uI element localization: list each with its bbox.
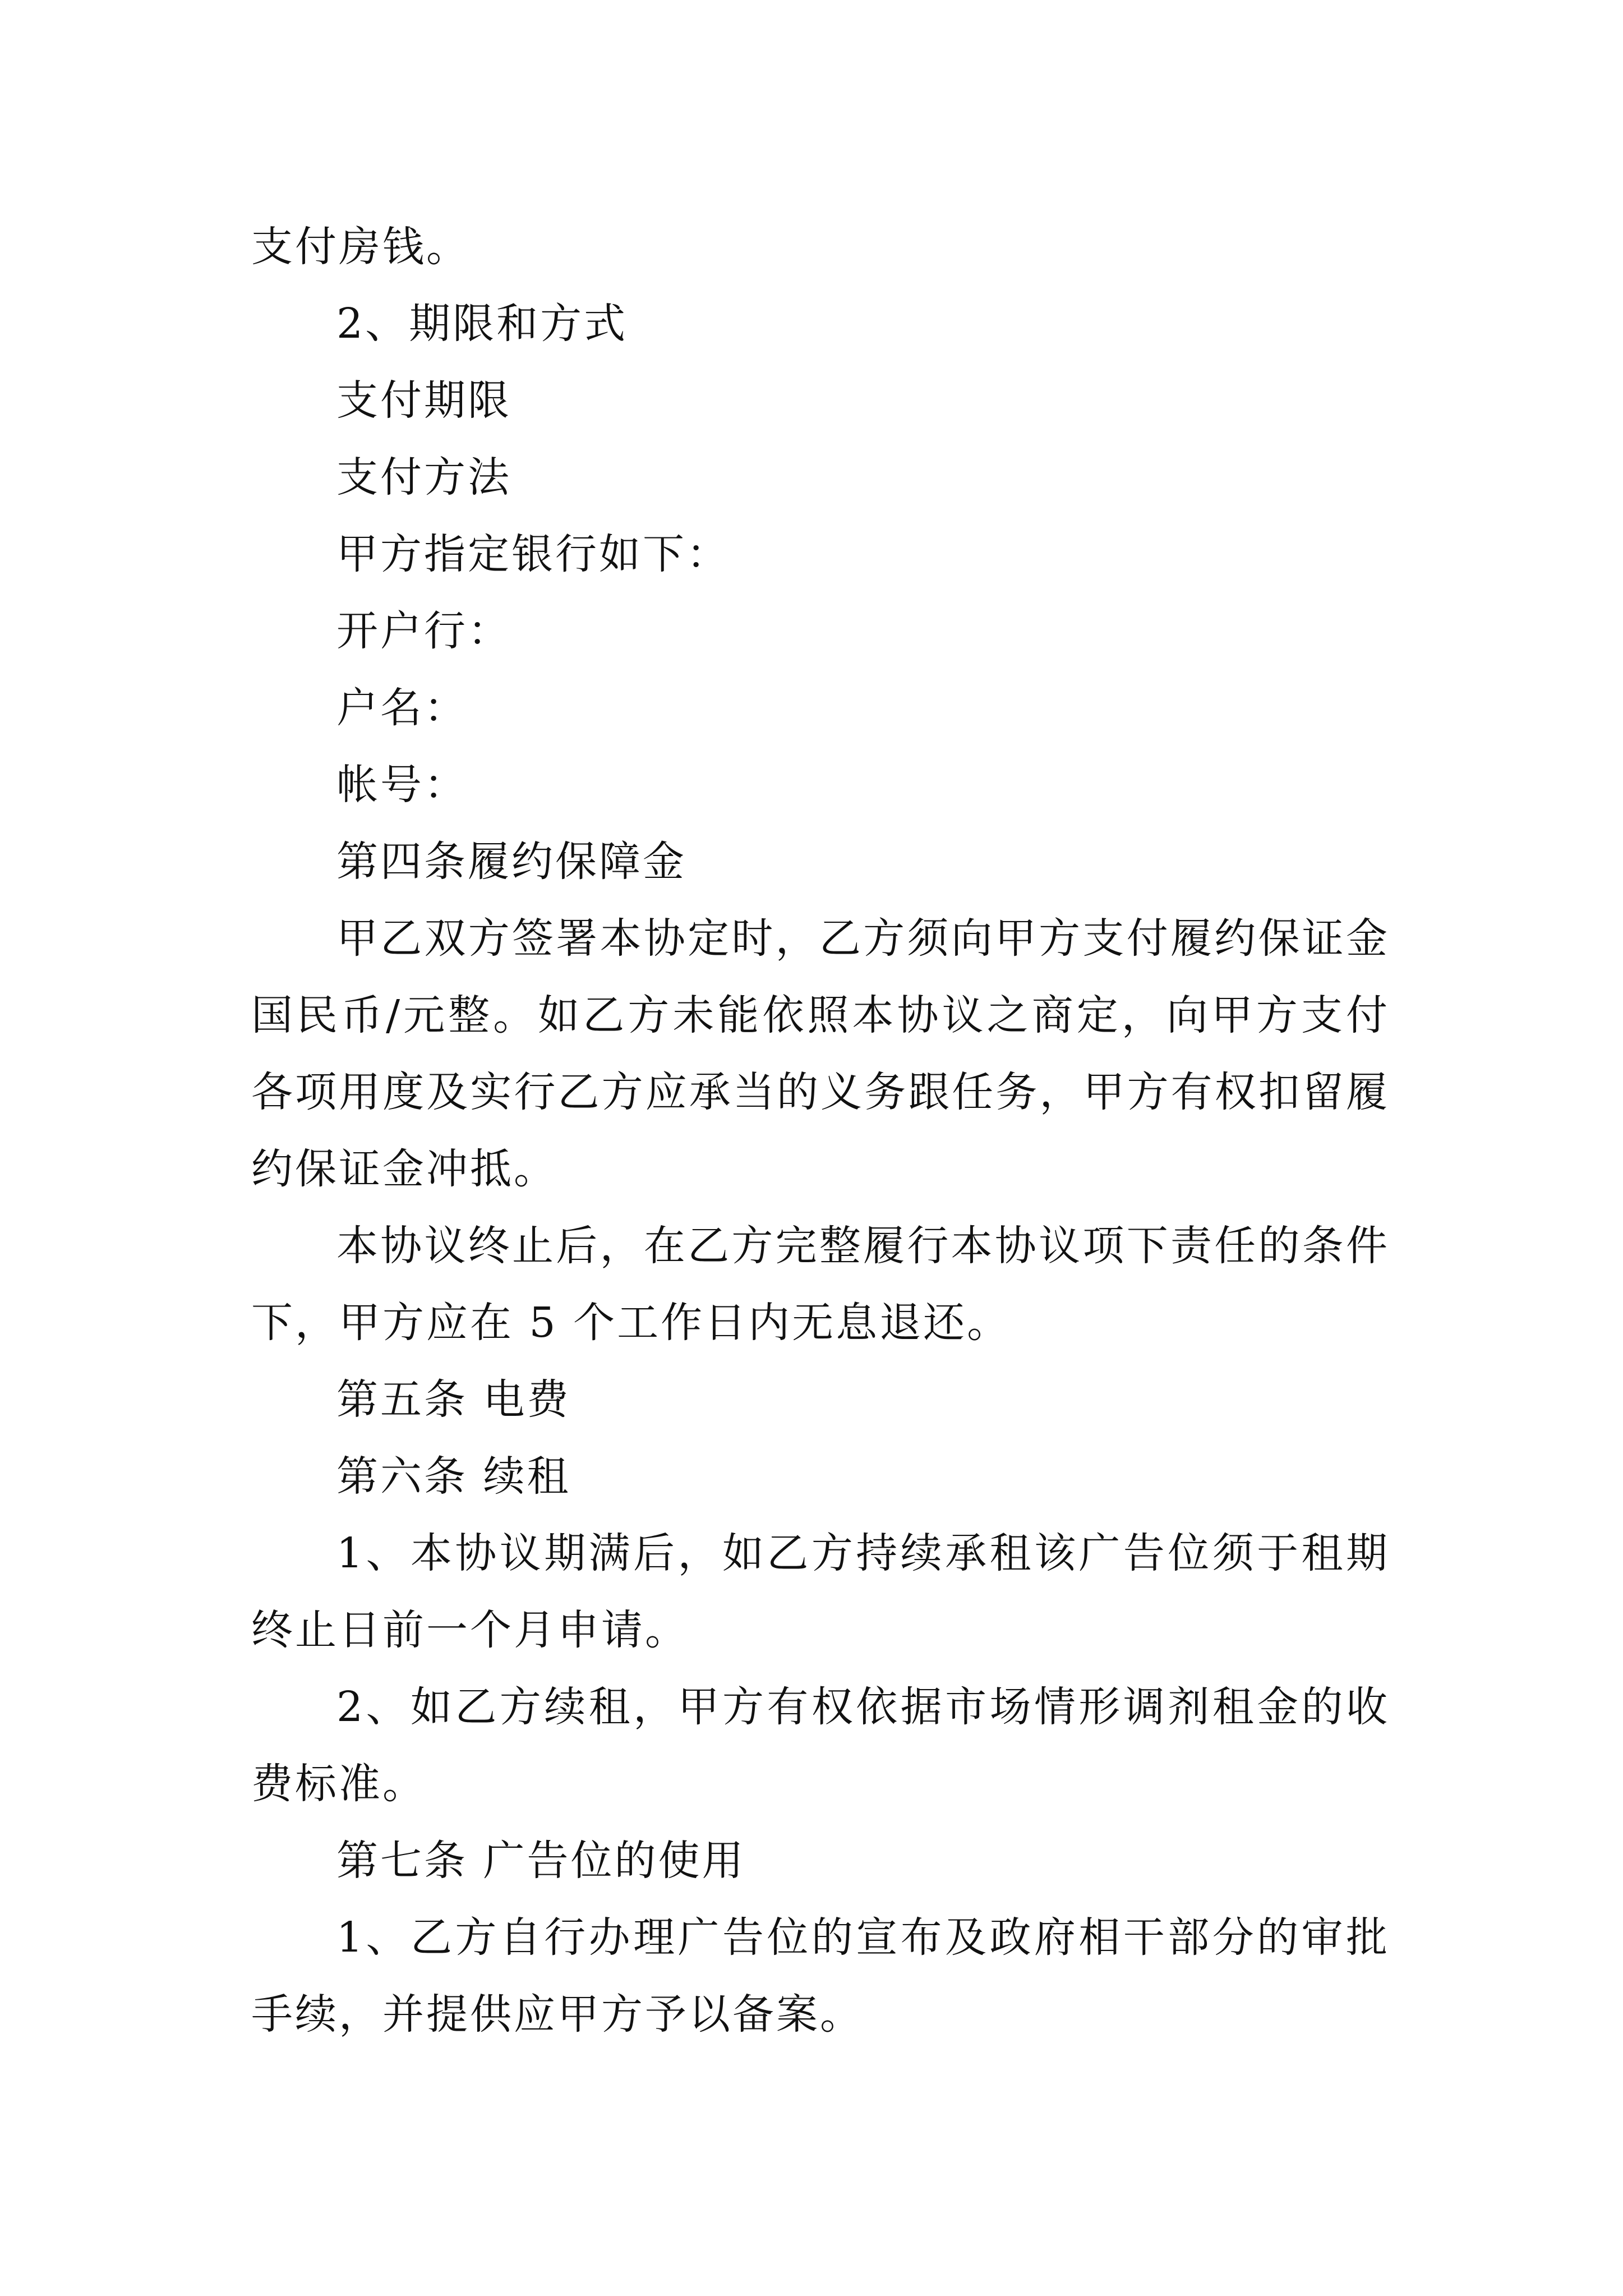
- article-6-heading: 第六条 续租: [336, 1452, 571, 1501]
- paragraph-bank-branch: 开户行：: [336, 607, 511, 655]
- paragraph-designated-bank: 甲方指定银行如下：: [336, 530, 730, 578]
- article-4-clause-deposit: 甲乙双方签署本协定时，乙方须向甲方支付履约保证金国民币/元整。如乙方未能依照本协议之商定，向甲方支付各项用度及实行乙方应承当的义务跟任务，甲方有权扣留履约保证金冲抵。: [251, 914, 1390, 1193]
- paragraph-account-number: 帐号：: [336, 761, 468, 809]
- article-5-heading: 第五条 电费: [336, 1375, 571, 1424]
- document-body: [251, 209, 1390, 2053]
- article-4-clause-refund: 本协议终止后，在乙方完整履行本协议项下责任的条件下，甲方应在 5 个工作日内无息退还。: [251, 1222, 1390, 1347]
- article-4-heading: 第四条履约保障金: [336, 838, 686, 886]
- paragraph-payment-method: 支付方法: [336, 453, 511, 501]
- article-6-clause-1: 1、本协议期满后，如乙方持续承租该广告位须于租期终止日前一个月申请。: [251, 1529, 1390, 1654]
- article-6-clause-2: 2、如乙方续租，甲方有权依据市场情形调剂租金的收费标准。: [251, 1683, 1390, 1808]
- paragraph-term-and-method: 2、期限和方式: [336, 300, 628, 348]
- paragraph-account-name: 户名：: [336, 684, 468, 732]
- paragraph-payment-term: 支付期限: [336, 376, 511, 425]
- article-7-clause-1: 1、乙方自行办理广告位的宣布及政府相干部分的审批手续，并提供应甲方予以备案。: [251, 1913, 1390, 2039]
- article-7-heading: 第七条 广告位的使用: [336, 1837, 746, 1885]
- paragraph-payment-rent: 支付房钱。: [251, 223, 470, 271]
